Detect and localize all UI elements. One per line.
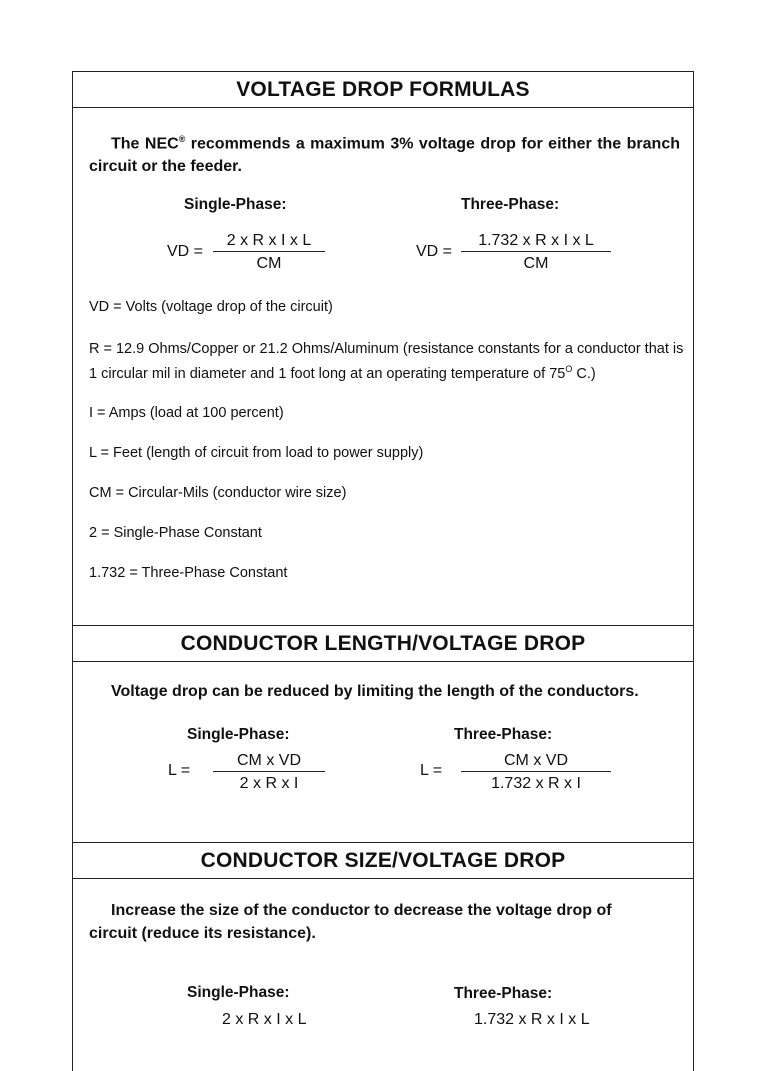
- length-single-lhs: L =: [168, 762, 191, 779]
- definition-r: R = 12.9 Ohms/Copper or 21.2 Ohms/Aluminum (resistance constants for a conductor that is 1 circular mil in diameter and 1 foot long at an operating temperature of $75^O$ C.): [89, 341, 684, 382]
- vd-three-fraction: [461, 232, 611, 273]
- definition-vd: VD = Volts (voltage drop of the circuit): [89, 299, 333, 315]
- fraction-denominator: CM: [256, 255, 282, 272]
- single-phase-label: Single-Phase:: [187, 726, 290, 743]
- size-single-numerator: 2 x R x I x L: [222, 1011, 307, 1028]
- section-title-conductor-size: CONDUCTOR SIZE/VOLTAGE DROP: [72, 842, 694, 879]
- fraction-numerator: CM x VD: [461, 752, 611, 772]
- section3-intro-line2: circuit (reduce its resistance).: [89, 925, 316, 942]
- fraction-denominator: CM: [523, 255, 549, 272]
- fraction-denominator: 2 x R x I: [239, 775, 299, 792]
- definition-l: L = Feet (length of circuit from load to power supply): [89, 445, 424, 461]
- section-title-conductor-length: CONDUCTOR LENGTH/VOLTAGE DROP: [72, 625, 694, 662]
- registered-mark: ®: [178, 134, 186, 144]
- section1-intro: The NEC® recommends a maximum 3% voltage drop for either the branch circuit or the feeder.: [89, 134, 680, 176]
- single-phase-label: Single-Phase:: [184, 196, 287, 213]
- section3-intro-line1: Increase the size of the conductor to decrease the voltage drop of: [111, 902, 612, 919]
- fraction-numerator: 1.732 x R x I x L: [461, 232, 611, 252]
- definition-three-constant: 1.732 = Three-Phase Constant: [89, 565, 288, 581]
- length-three-lhs: L =: [420, 762, 443, 779]
- three-phase-label: Three-Phase:: [461, 196, 560, 213]
- fraction-denominator: 1.732 x R x I: [491, 775, 581, 792]
- length-single-fraction: [213, 752, 325, 793]
- definition-cm: CM = Circular-Mils (conductor wire size): [89, 485, 347, 501]
- single-phase-label: Single-Phase:: [187, 984, 290, 1001]
- definition-single-constant: 2 = Single-Phase Constant: [89, 525, 262, 541]
- size-three-numerator: 1.732 x R x I x L: [474, 1011, 590, 1028]
- vd-single-lhs: VD =: [167, 243, 204, 260]
- vd-single-fraction: [213, 232, 325, 273]
- fraction-numerator: 2 x R x I x L: [213, 232, 325, 252]
- three-phase-label: Three-Phase:: [454, 985, 553, 1002]
- three-phase-label: Three-Phase:: [454, 726, 553, 743]
- section2-intro: Voltage drop can be reduced by limiting the length of the conductors.: [111, 683, 639, 700]
- vd-three-lhs: VD =: [416, 243, 453, 260]
- fraction-numerator: CM x VD: [213, 752, 325, 772]
- length-three-fraction: [461, 752, 611, 793]
- definition-i: I = Amps (load at 100 percent): [89, 405, 284, 421]
- section-title-voltage-drop-formulas: VOLTAGE DROP FORMULAS: [72, 71, 694, 108]
